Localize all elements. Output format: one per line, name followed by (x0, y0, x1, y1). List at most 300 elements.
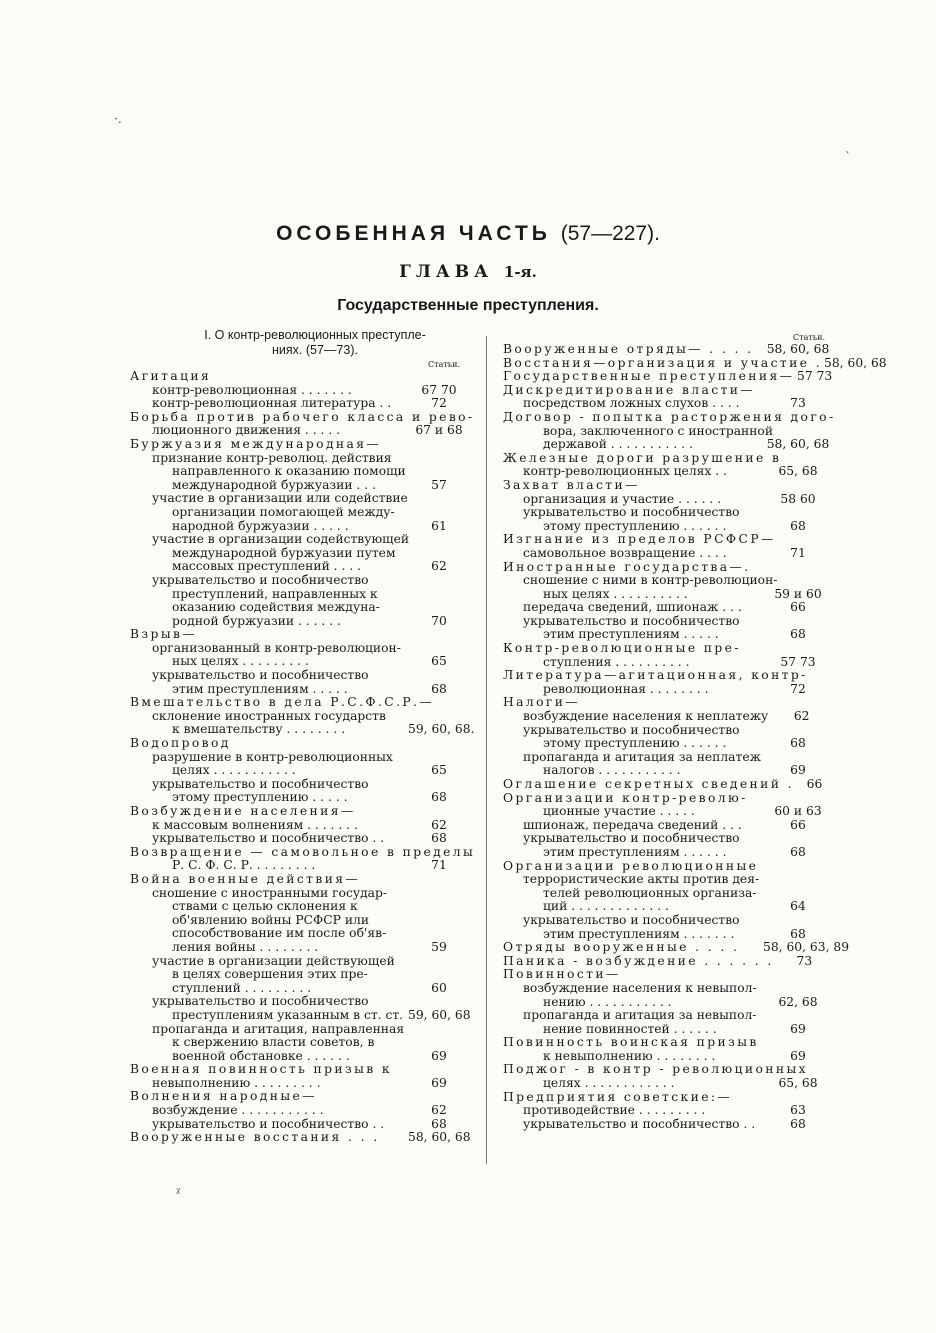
entry-article-ref: 58, 60, 68 (408, 1130, 471, 1145)
entry-article-ref: 62 (431, 559, 447, 574)
entry-text: ных целях . . . . . . . . . (172, 654, 309, 669)
entry-article-ref: 62 (793, 709, 810, 724)
entry-article-ref: 57 73 (780, 654, 816, 669)
index-entry (503, 397, 833, 411)
entry-article-ref: 62, 68 (778, 994, 818, 1009)
index-entry-heading (130, 737, 470, 751)
index-entry (130, 479, 470, 493)
index-entry-heading (503, 533, 833, 547)
entry-text: телей революционных организа- (543, 885, 757, 900)
entry-text: Взрыв— (130, 627, 198, 642)
entry-text: ления войны . . . . . . . . (172, 939, 319, 954)
index-entry (503, 805, 833, 819)
entry-text: Военная повинность призыв к (130, 1062, 392, 1077)
entry-article-ref: 72 (431, 396, 447, 411)
entry-article-ref: 68 (790, 844, 806, 859)
index-entry (130, 492, 470, 506)
index-entry (130, 859, 470, 873)
entry-article-ref: 63 (790, 1103, 806, 1118)
index-entry (130, 397, 470, 411)
entry-text: родной буржуазии . . . . . . (172, 613, 341, 628)
entry-text: военной обстановке . . . . . . (172, 1048, 350, 1063)
entry-text: укрывательство и пособничество (523, 613, 740, 628)
entry-text: державой . . . . . . . . . . . (543, 437, 693, 452)
entry-article-ref: 68 (431, 790, 447, 805)
index-entry (503, 506, 833, 520)
entry-text: этому преступлению . . . . . . (543, 736, 727, 751)
entry-text: пропаганда и агитация за неплатеж (523, 749, 761, 764)
index-entry (130, 1077, 470, 1091)
page-title-range: (57—227). (560, 222, 660, 245)
entry-text: этим преступлениям . . . . . . (543, 844, 727, 859)
index-entry (130, 683, 470, 697)
index-entry (503, 1077, 833, 1091)
entry-text: передача сведений, шпионаж . . . (523, 600, 742, 615)
index-entry (130, 1023, 470, 1037)
entry-text: революционная . . . . . . . . (543, 681, 709, 696)
entry-text: ных целях . . . . . . . . . . (543, 586, 688, 601)
entry-article-ref: 67 и 68 (415, 423, 463, 438)
index-entry-heading (130, 1131, 470, 1145)
index-entry (503, 873, 833, 887)
entry-text: террористические акты против дея- (523, 872, 760, 887)
entry-article-ref: 69 (790, 1048, 806, 1063)
entry-article-ref: 58, 60, 63, 89 (763, 940, 850, 955)
entry-text: этим преступлениям . . . . . (172, 681, 348, 696)
entry-article-ref: 68 (431, 681, 447, 696)
entry-text: Договор - попытка расторжения дого- (503, 409, 836, 424)
index-entry (130, 887, 470, 901)
entry-text: укрывательство и пособничество (152, 668, 369, 683)
entry-article-ref: 64 (790, 899, 806, 914)
entry-article-ref: 68 (790, 518, 806, 533)
index-entry-heading (503, 479, 833, 493)
entry-text: к вмешательству . . . . . . . . (172, 722, 346, 737)
index-entry (503, 628, 833, 642)
entry-text: Контр-революционные пре- (503, 641, 741, 656)
chapter-number: 1-я. (503, 263, 537, 281)
entry-text: этим преступлениям . . . . . (543, 627, 719, 642)
entry-article-ref: 68 (790, 926, 806, 941)
entry-text: к массовым волнениям . . . . . . . (152, 817, 358, 832)
entry-text: преступлений, направленных к (172, 586, 378, 601)
entry-text: укрывательство и пособничество . . (523, 1116, 756, 1131)
index-entry-heading (503, 696, 833, 710)
index-entry-heading (503, 955, 833, 969)
entry-text: участие в организации или содействие (152, 491, 408, 506)
entry-text: участие в организации действующей (152, 953, 395, 968)
entry-article-ref: 70 (431, 613, 447, 628)
entry-article-ref: 59 (431, 939, 447, 954)
entry-article-ref: 65, 68 (778, 464, 818, 479)
entry-text: Организации контр-револю- (503, 790, 748, 805)
column-divider (486, 336, 487, 1164)
index-entry-heading (130, 438, 470, 452)
index-entry-heading (503, 409, 836, 425)
section-heading (130, 328, 470, 358)
entry-text: пропаганда и агитация за невыпол- (523, 1008, 757, 1023)
index-entry (503, 520, 833, 534)
entry-text: признание контр-революц. действия (152, 450, 392, 465)
index-entry-heading (503, 778, 833, 792)
index-entry (130, 941, 470, 955)
index-entry (503, 737, 833, 751)
entry-text: посредством ложных слухов . . . . (523, 396, 740, 411)
index-entry (503, 928, 833, 942)
index-entry (503, 914, 833, 928)
entry-text: возбуждение . . . . . . . . . . . (152, 1103, 324, 1118)
chapter-title: Государственные преступления. (337, 297, 599, 314)
page-title (0, 222, 936, 246)
index-entry-heading (130, 1063, 470, 1077)
entry-article-ref: 58, 60, 68 (766, 437, 830, 452)
entry-article-ref: 71 (431, 858, 447, 873)
index-entry (130, 819, 470, 833)
index-entry (503, 493, 833, 507)
entry-text: об'явлению войны РСФСР или (172, 912, 370, 927)
index-entry (503, 764, 833, 778)
index-entry-heading (503, 1091, 833, 1105)
index-entries-left (130, 369, 476, 1145)
index-entry-heading (130, 873, 470, 887)
entry-article-ref: 65 (431, 654, 447, 669)
index-entry-heading (130, 628, 470, 642)
entry-text: Буржуазия международная— (130, 436, 382, 451)
index-entry (130, 615, 470, 629)
entry-article-ref: 65, 68 (778, 1076, 818, 1091)
entry-text: Отряды вооруженные . . . . (503, 940, 740, 955)
index-column-left (130, 328, 476, 1145)
index-entry-heading (503, 384, 833, 398)
index-entry (503, 1009, 833, 1023)
entry-text: направленного к оказанию помощи (172, 464, 406, 479)
entry-text: этому преступлению . . . . . . (543, 518, 727, 533)
entry-text: организации помогающей между- (172, 504, 395, 519)
index-entry (130, 1118, 470, 1132)
entry-text: налогов . . . . . . . . . . . (543, 763, 681, 778)
entry-article-ref: 58, 60, 68 (824, 355, 887, 370)
entry-text: Война военные действия— (130, 871, 361, 886)
index-entry (130, 995, 470, 1009)
entry-text: международной буржуазии . . . (172, 477, 376, 492)
entry-text: народной буржуазии . . . . . (172, 518, 349, 533)
index-entry (130, 520, 470, 534)
index-entry (130, 533, 470, 547)
entry-text: международной буржуазии путем (172, 545, 396, 560)
entry-text: Р. С. Ф. С. Р. . . . . . . . . (172, 858, 316, 873)
index-entry (130, 955, 470, 969)
entry-text: возбуждение населения к невыпол- (523, 980, 757, 995)
index-entry (130, 791, 470, 805)
index-entry-heading (503, 968, 833, 982)
entry-article-ref: 73 (796, 953, 813, 968)
entry-text: оказанию содействия междуна- (172, 600, 380, 615)
entry-text: укрывательство и пособничество (152, 776, 369, 791)
entry-article-ref: 68 (790, 736, 806, 751)
entry-text: ционные участие . . . . . (543, 804, 695, 819)
entry-article-ref: 61 (431, 518, 447, 533)
entry-article-ref: 72 (790, 681, 806, 696)
index-entry (130, 574, 470, 588)
index-entry (130, 832, 470, 846)
entry-text: целях . . . . . . . . . . . (172, 763, 296, 778)
index-entry (130, 601, 470, 615)
entry-text: пропаганда и агитация, направленная (152, 1021, 405, 1036)
entry-article-ref: 68 (431, 1116, 447, 1131)
chapter-label (0, 262, 936, 282)
scan-speck: ˋ (845, 150, 851, 164)
index-entry-heading (503, 860, 833, 874)
entry-text: укрывательство и пособничество (152, 994, 369, 1009)
entry-article-ref: 59, 60, 68. (408, 722, 475, 737)
index-entry (130, 722, 475, 737)
page-title-text: ОСОБЕННАЯ ЧАСТЬ (276, 222, 551, 245)
index-entry-heading (503, 792, 833, 806)
entry-text: способствование им после об'яв- (172, 926, 387, 941)
entry-text: укрывательство и пособничество (523, 831, 740, 846)
entry-text: нению . . . . . . . . . . . (543, 994, 672, 1009)
entry-text: укрывательство и пособничество (523, 912, 740, 927)
entry-article-ref: 71 (790, 545, 806, 560)
entry-text: Изгнание из пределов РСФСР— (503, 532, 776, 547)
entry-article-ref: 68 (431, 831, 447, 846)
index-entry-heading (503, 343, 833, 357)
entry-article-ref: 58, 60, 68 (766, 342, 830, 356)
index-column-right (503, 328, 887, 1131)
entry-text: к свержению власти советов, в (172, 1035, 375, 1050)
index-entry (503, 1118, 833, 1132)
entry-text: укрывательство и пособничество (152, 572, 369, 587)
index-entry-heading (503, 355, 887, 371)
index-entry-heading (130, 1090, 470, 1104)
index-entries-right (503, 342, 887, 1131)
entry-article-ref: 59 и 60 (774, 586, 822, 601)
index-entry (503, 425, 833, 439)
index-entry (130, 384, 470, 398)
entry-text: ций . . . . . . . . . . . . . (543, 899, 669, 914)
entry-article-ref: 57 (431, 477, 447, 492)
entry-article-ref: 69 (790, 763, 806, 778)
entry-article-ref: 68 (790, 1116, 806, 1131)
entry-text: склонение иностранных государств (152, 708, 386, 723)
entry-text: Повинности— (503, 967, 621, 982)
entry-article-ref: 68 (790, 627, 806, 642)
index-entry (130, 778, 470, 792)
index-entry (503, 1023, 833, 1037)
index-entry (503, 996, 833, 1010)
entry-text: укрывательство и пособничество . . (152, 831, 385, 846)
entry-article-ref: 65 (431, 763, 447, 778)
index-entry (503, 547, 833, 561)
entry-article-ref: 62 (431, 817, 447, 832)
entry-text: ступлений . . . . . . . . . (172, 980, 312, 995)
entry-article-ref: 58 60 (780, 491, 816, 506)
column-head: Статьи. (428, 360, 460, 369)
index-entry (503, 438, 833, 452)
entry-text: вора, заключенного с иностранной (543, 423, 774, 438)
entry-text: Волнения народные— (130, 1089, 317, 1104)
entry-article-ref: 62 (431, 1103, 447, 1118)
entry-text: этому преступлению . . . . . (172, 790, 348, 805)
entry-article-ref: 57 73 (797, 369, 833, 384)
entry-text: ступления . . . . . . . . . . (543, 654, 690, 669)
index-entry (130, 547, 470, 561)
entry-text: к невыполнению . . . . . . . . (543, 1048, 716, 1063)
index-entry (130, 642, 470, 656)
entry-text: Водопровод (130, 736, 231, 751)
scan-speck: ᵡ (176, 1185, 181, 1199)
entry-article-ref: 69 (790, 1021, 806, 1036)
entry-text: Дискредитирование власти— (503, 382, 756, 397)
entry-text: преступлениям указанным в ст. ст. (172, 1007, 404, 1022)
entry-text: организованный в контр-революцион- (152, 640, 401, 655)
index-entry (130, 560, 470, 574)
index-entry (503, 465, 833, 479)
index-entry-heading (130, 844, 476, 860)
index-entry (130, 1104, 470, 1118)
index-entry-heading (130, 696, 470, 710)
index-entry (503, 846, 833, 860)
entry-article-ref: 66 (806, 777, 823, 791)
entry-text: Предприятия советские:— (503, 1089, 733, 1104)
entry-text: Агитация (130, 369, 212, 383)
index-entry (503, 751, 833, 765)
column-head: Статьи. (793, 333, 825, 342)
scan-speck: ·. (114, 112, 122, 126)
entry-text: самовольное возвращение . . . . (523, 545, 727, 560)
index-entry (503, 574, 833, 588)
entry-text: Оглашение секретных сведений . (503, 777, 794, 791)
index-entry (503, 656, 833, 670)
index-entry (503, 601, 833, 615)
entry-text: люционного движения . . . . . (152, 423, 341, 438)
index-entry (130, 927, 470, 941)
index-entry (130, 1036, 470, 1050)
index-entry-heading (503, 1063, 833, 1077)
index-entry-heading (130, 370, 470, 384)
index-entry (130, 506, 470, 520)
entry-article-ref: 66 (790, 817, 806, 832)
index-entry (130, 465, 470, 479)
entry-text: невыполнению . . . . . . . . . (152, 1075, 321, 1090)
index-entry-heading (503, 642, 833, 656)
entry-article-ref: 69 (431, 1048, 447, 1063)
index-entry (503, 1104, 833, 1118)
index-entry (503, 900, 833, 914)
entry-text: Повинность воинская призыв (503, 1035, 759, 1050)
index-entry (130, 1050, 470, 1064)
entry-article-ref: 59, 60, 68 (408, 1007, 471, 1022)
index-entry-heading (503, 940, 850, 955)
entry-article-ref: 73 (790, 396, 806, 411)
index-entry (130, 968, 470, 982)
index-entry (130, 900, 470, 914)
entry-text: контр-революционная . . . . . . . (152, 382, 352, 397)
entry-text: контр-революционных целях . . (523, 464, 727, 479)
index-entry-heading (503, 669, 833, 683)
entry-text: в целях совершения этих пре- (172, 967, 368, 982)
entry-text: Иностранные государства—. (503, 559, 751, 574)
entry-text: Паника - возбуждение . . . . . . (503, 953, 774, 968)
entry-article-ref: 67 70 (421, 382, 457, 397)
entry-text: нение повинностей . . . . . . (543, 1021, 717, 1036)
index-entry (130, 982, 470, 996)
entry-article-ref: 66 (790, 600, 806, 615)
chapter-word: ГЛАВА (399, 262, 493, 282)
index-entry (503, 615, 833, 629)
entry-text: целях . . . . . . . . . . . . (543, 1076, 675, 1091)
section-heading-line-1: I. О контр-революционных преступле- (204, 328, 426, 342)
index-entry (130, 914, 470, 928)
index-entry (130, 764, 470, 778)
index-entry (503, 887, 833, 901)
entry-text: Вооруженные восстания . . . (130, 1130, 380, 1145)
index-entry (130, 655, 470, 669)
entry-text: Возбуждение населения— (130, 804, 356, 818)
entry-article-ref: 60 (431, 980, 447, 995)
index-entry (130, 1009, 470, 1023)
section-heading-line-2: ниях. (57—73). (272, 343, 358, 357)
index-entry (503, 710, 833, 724)
entry-text: сношение с ними в контр-революцион- (523, 573, 778, 588)
entry-text: Поджог - в контр - революционных (503, 1062, 809, 1077)
entry-text: Захват власти— (503, 477, 640, 492)
index-entry (130, 424, 470, 438)
entry-article-ref: 69 (431, 1075, 447, 1090)
index-entry (503, 683, 833, 697)
entry-text: разрушение в контр-революционных (152, 749, 393, 764)
index-entry (130, 669, 470, 683)
entry-text: укрывательство и пособничество . . (152, 1116, 385, 1131)
index-entry (130, 588, 470, 602)
entry-text: Восстания—организация и участие . (503, 355, 823, 370)
entry-text: Организации революционные (503, 858, 759, 873)
entry-text: укрывательство и пособничество (523, 722, 740, 737)
entry-text: Государственные преступления— (503, 369, 795, 384)
index-entry-heading (130, 805, 470, 819)
index-entry (130, 751, 470, 765)
index-entry (503, 819, 833, 833)
entry-text: возбуждение населения к неплатежу (523, 709, 769, 724)
index-entry (503, 832, 833, 846)
entry-text: шпионаж, передача сведений . . . (523, 817, 742, 832)
entry-text: Вмешательство в дела Р.С.Ф.С.Р.— (130, 695, 435, 710)
entry-text: контр-революционная литература . . (152, 396, 392, 411)
index-entry (503, 982, 833, 996)
entry-text: укрывательство и пособничество (523, 505, 740, 520)
index-entry-heading (503, 561, 833, 575)
entry-text: противодействие . . . . . . . . . (523, 1103, 706, 1118)
entry-text: Налоги— (503, 695, 581, 710)
index-entry (503, 724, 833, 738)
index-entry-heading (503, 452, 833, 466)
index-entry-heading (503, 370, 833, 384)
entry-text: Борьба против рабочего класса и рево- (130, 409, 475, 424)
index-entry (130, 452, 470, 466)
entry-article-ref: 60 и 63 (774, 804, 822, 819)
entry-text: организация и участие . . . . . . (523, 491, 722, 506)
index-entry-heading (503, 1036, 833, 1050)
entry-text: ствами с целью склонения к (172, 899, 358, 914)
index-entry (503, 588, 833, 602)
entry-text: Железные дороги разрушение в (503, 450, 782, 465)
index-entry (130, 710, 470, 724)
entry-text: участие в организации содействующей (152, 532, 410, 547)
entry-text: Литература—агитационная, контр- (503, 668, 808, 683)
index-entry (503, 1050, 833, 1064)
entry-text: массовых преступлений . . . . (172, 559, 362, 574)
entry-text: сношение с иностранными государ- (152, 885, 388, 900)
